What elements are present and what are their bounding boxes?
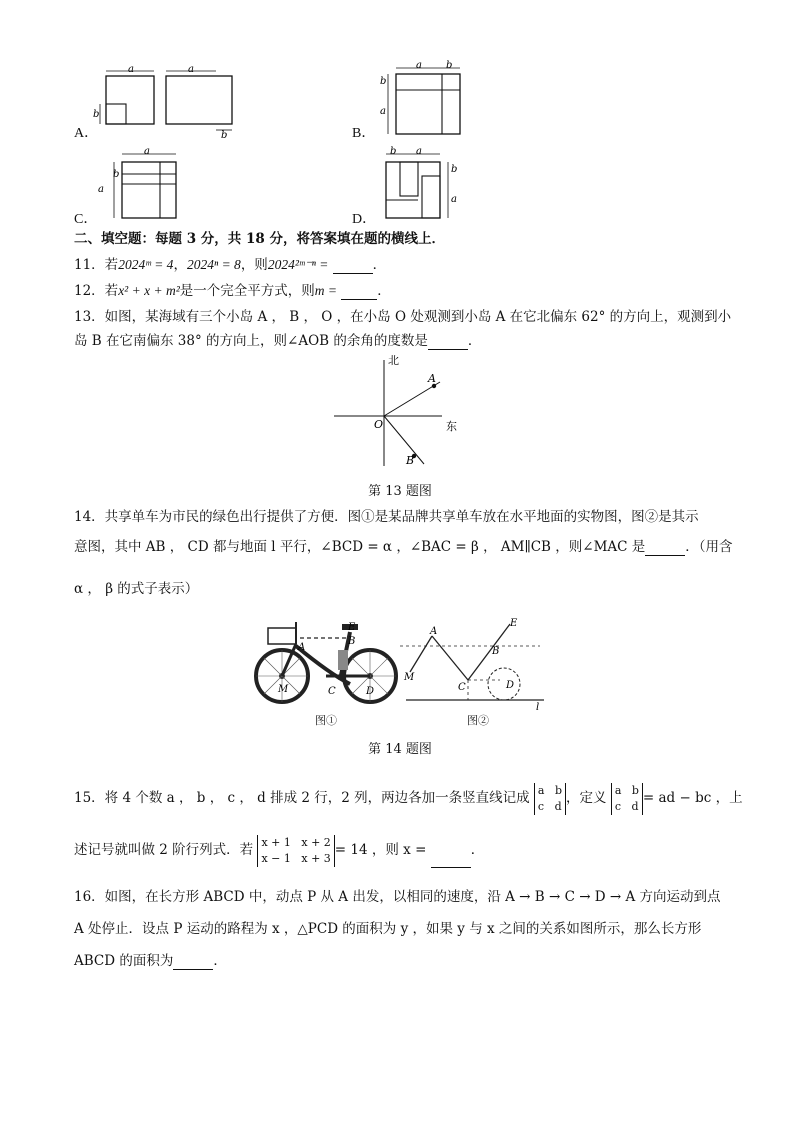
svg-text:M: M [404, 672, 415, 683]
question-14-line3: α ， β 的式子表示） [74, 581, 199, 597]
answer-blank-15[interactable] [431, 853, 471, 868]
svg-text:a: a [416, 146, 422, 157]
section-title: 二、填空题：每题 3 分，共 18 分，将答案填在题的横线上． [74, 231, 445, 247]
bike-schematic [400, 614, 550, 714]
svg-text:A: A [298, 642, 306, 653]
question-11: 11．若2024ᵐ = 4，2024ⁿ = 8，则2024²ᵐ⁻ⁿ = ． [74, 257, 387, 273]
svg-text:b: b [390, 146, 397, 157]
option-c-label: C． [74, 212, 98, 227]
svg-text:C: C [458, 682, 466, 693]
answer-blank-11[interactable] [333, 259, 373, 274]
question-15-line1: 15．将 4 个数 a ， b ， c ， d 排成 2 行，2 列，两边各加一条竖直线记成 a b c d ，定义 a b c d = ad − bc ，上 [74, 783, 743, 813]
svg-text:M: M [278, 684, 289, 695]
svg-text:b: b [380, 76, 387, 87]
q14-caption: 第 14 题图 [368, 742, 432, 757]
question-13-line2: 岛 B 在它南偏东 38° 的方向上，则∠AOB 的余角的度数是 ． [74, 333, 482, 349]
svg-text:A: A [430, 626, 438, 637]
svg-text:a: a [416, 60, 422, 71]
point-o-label: O [374, 418, 384, 431]
option-a-figure [92, 66, 252, 141]
fig1-label: 图① [315, 714, 337, 727]
svg-text:l: l [536, 702, 540, 713]
determinant-equation: x + 1 x + 2 x − 1 x + 3 [257, 835, 334, 867]
answer-blank-12[interactable] [341, 285, 377, 300]
svg-text:E: E [348, 622, 356, 633]
answer-blank-13[interactable] [428, 335, 468, 350]
svg-text:a: a [144, 146, 150, 157]
determinant-definition-2: a b c d [611, 783, 643, 815]
question-14-line2: 意图，其中 AB ， CD 都与地面 l 平行，∠BCD = α ，∠BAC = β ， AM∥CB ，则∠MAC 是 ．（用含 [74, 539, 733, 555]
q13-caption: 第 13 题图 [368, 484, 432, 499]
question-12: 12．若x² + x + m²是一个完全平方式，则m = ． [74, 283, 391, 299]
question-15-line2: 述记号就叫做 2 阶行列式．若 x + 1 x + 2 x − 1 x + 3 = 14 ，则 x = ． [74, 832, 484, 868]
option-d-label: D． [352, 212, 377, 227]
option-a-label: A． [74, 126, 99, 141]
fig2-label: 图② [467, 714, 489, 727]
svg-text:E: E [510, 618, 518, 629]
option-b-figure [372, 62, 472, 142]
point-a-label: A [428, 372, 436, 385]
svg-text:b: b [451, 164, 458, 175]
bike-illustration [250, 614, 400, 714]
q13-figure [330, 352, 470, 472]
svg-text:b: b [446, 60, 453, 71]
question-13-line1: 13．如图，某海域有三个小岛 A ， B ， O ，在小岛 O 处观测到小岛 A 在它北偏东 62° 的方向上，观测到小 [74, 309, 732, 325]
svg-text:a: a [188, 64, 194, 75]
east-label: 东 [446, 420, 457, 433]
svg-text:b: b [93, 109, 100, 120]
question-16-line2: A 处停止．设点 P 运动的路程为 x ，△PCD 的面积为 y ，如果 y 与 x 之间的关系如图所示，那么长方形 [74, 921, 702, 937]
svg-text:a: a [380, 106, 386, 117]
svg-text:a: a [98, 184, 104, 195]
option-c-figure [94, 146, 194, 222]
question-16-line3: ABCD 的面积为 ． [74, 953, 227, 969]
svg-text:a: a [128, 64, 134, 75]
determinant-definition: a b c d [534, 783, 566, 815]
svg-text:B: B [492, 646, 500, 657]
answer-blank-16[interactable] [173, 955, 213, 970]
question-14-line1: 14．共享单车为市民的绿色出行提供了方便．图①是某品牌共享单车放在水平地面的实物图，图②是其示 [74, 509, 699, 525]
svg-text:D: D [506, 680, 515, 691]
answer-blank-14[interactable] [645, 541, 685, 556]
svg-text:b: b [113, 169, 120, 180]
question-16-line1: 16．如图，在长方形 ABCD 中，动点 P 从 A 出发，以相同的速度，沿 A → B → C → D → A 方向运动到点 [74, 889, 721, 905]
svg-text:C: C [328, 686, 336, 697]
svg-text:a: a [451, 194, 457, 205]
svg-text:B: B [348, 636, 356, 647]
point-b-label: B [406, 454, 415, 467]
option-d-figure [372, 148, 472, 224]
svg-text:b: b [221, 130, 228, 141]
north-label: 北 [388, 354, 399, 367]
option-b-label: B． [352, 126, 376, 141]
svg-text:D: D [366, 686, 375, 697]
